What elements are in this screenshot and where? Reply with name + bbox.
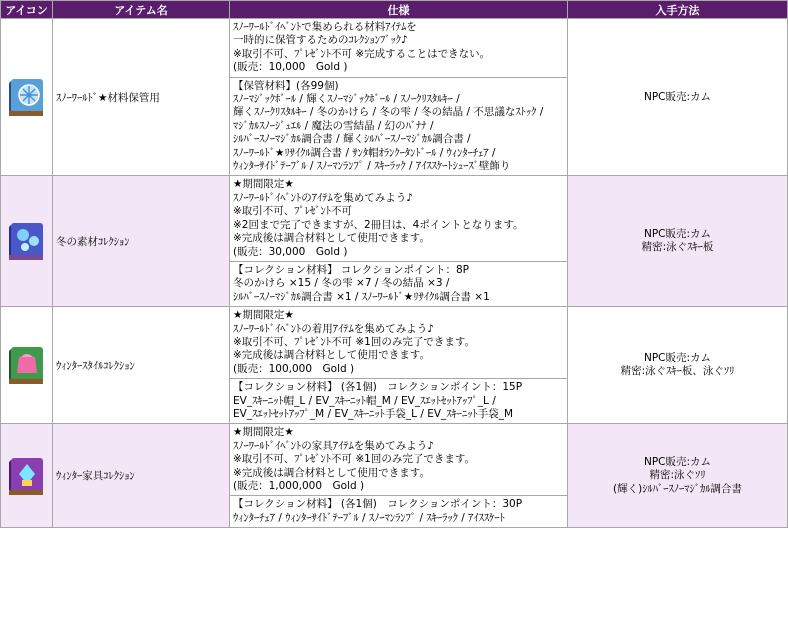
how-line: NPC販売:カム bbox=[643, 227, 712, 240]
item-icon-cell bbox=[1, 424, 53, 528]
how-line: NPC販売:カム bbox=[643, 90, 712, 103]
spec-line: EV_ｽｴｯﾄｾｯﾄｱｯﾌﾟ_M / EV_ｽｷｰﾆｯﾄ手袋_L / EV_ｽｷｰﾆｯﾄ手袋_M bbox=[233, 407, 514, 420]
spec-line: ※完成後は調合材料として使用できます。 bbox=[233, 466, 430, 479]
spec-line: (販売：10,000 Gold ) bbox=[233, 61, 348, 74]
item-icon-cell bbox=[1, 307, 53, 424]
item-how-to-get bbox=[568, 176, 788, 307]
item-spec-materials bbox=[230, 379, 568, 424]
item-spec-materials bbox=[230, 261, 568, 306]
item-how-to-get bbox=[568, 19, 788, 176]
spec-line: 輝くｽﾉｰｸﾘｽﾀﾙｷｰ / 冬のかけら / 冬の雫 / 冬の結晶 / 不思議なｽﾄｯｸ / bbox=[233, 106, 544, 119]
spec-line: ｽﾉｰﾜｰﾙﾄﾞｲﾍﾞﾝﾄで集められる材料ｱｲﾃﾑを bbox=[233, 21, 417, 33]
item-how-to-get bbox=[568, 424, 788, 528]
spec-line: 【コレクション材料】 コレクションポイント：8P bbox=[233, 263, 470, 276]
item-icon-cell bbox=[1, 176, 53, 307]
how-line: 精密:泳ぐｿﾘ bbox=[649, 469, 706, 482]
item-icon-cell bbox=[1, 19, 53, 176]
spec-line: ※取引不可、ﾌﾟﾚｾﾞﾝﾄ不可 bbox=[233, 205, 353, 218]
spec-line: ※2回まで完了できますが、2冊目は、4ポイントとなります。 bbox=[233, 218, 524, 231]
how-line: 精密:泳ぐｽｷｰ板 bbox=[641, 241, 714, 254]
item-name: ｳｨﾝﾀｰ家具ｺﾚｸｼｮﾝ bbox=[53, 424, 230, 528]
header-row bbox=[1, 1, 788, 19]
spec-line: 【保管材料】(各99個) bbox=[233, 79, 339, 92]
spec-line: 【コレクション材料】 (各1個) コレクションポイント：30P bbox=[233, 498, 523, 511]
spec-line: ｽﾉｰﾜｰﾙﾄﾞｲﾍﾞﾝﾄのｱｲﾃﾑを集めてみよう♪ bbox=[233, 191, 413, 204]
table-row bbox=[1, 176, 788, 261]
snow-book-icon bbox=[5, 75, 49, 119]
how-line: NPC販売:カム bbox=[643, 455, 712, 468]
spec-line: ★期間限定★ bbox=[233, 178, 294, 191]
spec-line: ｽﾉｰﾜｰﾙﾄﾞｲﾍﾞﾝﾄの家具ｱｲﾃﾑを集めてみよう♪ bbox=[233, 439, 434, 452]
spec-line: ｽﾉｰﾏｼﾞｯｸﾎﾞｰﾙ / 輝くｽﾉｰﾏｼﾞｯｸﾎﾞｰﾙ / ｽﾉｰｸﾘｽﾀﾙｷｰ / bbox=[233, 93, 460, 106]
header-icon: アイコン bbox=[1, 1, 53, 19]
table-row bbox=[1, 19, 788, 78]
winter-furniture-book-icon bbox=[5, 454, 49, 498]
spec-line: ｼﾙﾊﾞｰｽﾉｰﾏｼﾞｶﾙ調合書 ×1 / ｽﾉｰﾜｰﾙﾄﾞ★ﾘｻｲｸﾙ調合書 ×1 bbox=[233, 290, 490, 303]
spec-line: ※取引不可、ﾌﾟﾚｾﾞﾝﾄ不可 ※完成することはできない。 bbox=[233, 47, 491, 60]
how-line: (輝く)ｼﾙﾊﾞｰｽﾉｰﾏｼﾞｶﾙ調合書 bbox=[613, 482, 742, 495]
winter-material-book-icon bbox=[5, 219, 49, 263]
spec-line: 【コレクション材料】 (各1個) コレクションポイント：15P bbox=[233, 381, 523, 394]
spec-line: ｽﾉｰﾜｰﾙﾄﾞｲﾍﾞﾝﾄの着用ｱｲﾃﾑを集めてみよう♪ bbox=[233, 322, 434, 335]
spec-line: ★期間限定★ bbox=[233, 426, 294, 439]
spec-line: ｳｨﾝﾀｰﾁｪｱ / ｳｨﾝﾀｰｻｲﾄﾞﾃｰﾌﾞﾙ / ｽﾉｰﾏﾝﾗﾝﾌﾟ / ｽｷｰﾗｯｸ / ｱｲｽｽｹｰﾄ bbox=[233, 511, 505, 524]
spec-line: ｼﾙﾊﾞｰｽﾉｰﾏｼﾞｶﾙ調合書 / 輝くｼﾙﾊﾞｰｽﾉｰﾏｼﾞｶﾙ調合書 / bbox=[233, 133, 471, 146]
spec-line: ｽﾉｰﾜｰﾙﾄﾞ★ﾘｻｲｸﾙ調合書 / ｻﾝﾀ帽ｵﾗﾝｸｰﾀﾝﾄﾞｰﾙ / ｳｨﾝﾀｰﾁｪｱ / bbox=[233, 146, 496, 159]
spec-line: EV_ｽｷｰﾆｯﾄ帽_L / EV_ｽｷｰﾆｯﾄ帽_M / EV_ｽｴｯﾄｾｯﾄｱｯﾌﾟ_L / bbox=[233, 394, 496, 407]
item-spec-description bbox=[230, 19, 568, 78]
table-row bbox=[1, 307, 788, 379]
winter-style-book-icon bbox=[5, 343, 49, 387]
spec-line: ※取引不可、ﾌﾟﾚｾﾞﾝﾄ不可 ※1回のみ完了できます。 bbox=[233, 335, 476, 348]
item-how-to-get bbox=[568, 307, 788, 424]
spec-line: (販売：30,000 Gold ) bbox=[233, 245, 348, 258]
how-line: 精密:泳ぐｽｷｰ板、泳ぐｿﾘ bbox=[620, 365, 735, 378]
spec-line: ※取引不可、ﾌﾟﾚｾﾞﾝﾄ不可 ※1回のみ完了できます。 bbox=[233, 453, 476, 466]
header-how: 入手方法 bbox=[568, 1, 788, 19]
spec-line: ★期間限定★ bbox=[233, 309, 294, 322]
spec-line: ※完成後は調合材料として使用できます。 bbox=[233, 349, 430, 362]
item-name: 冬の素材ｺﾚｸｼｮﾝ bbox=[53, 176, 230, 307]
item-spec-description bbox=[230, 307, 568, 379]
spec-line: (販売：100,000 Gold ) bbox=[233, 362, 355, 375]
item-spec-description bbox=[230, 424, 568, 496]
spec-line: 冬のかけら ×15 / 冬の雫 ×7 / 冬の結晶 ×3 / bbox=[233, 277, 450, 290]
item-spec-materials bbox=[230, 496, 568, 528]
header-name: アイテム名 bbox=[53, 1, 230, 19]
spec-line: (販売：1,000,000 Gold ) bbox=[233, 480, 365, 492]
header-spec: 仕様 bbox=[230, 1, 568, 19]
item-name: ｳｨﾝﾀｰｽﾀｲﾙｺﾚｸｼｮﾝ bbox=[53, 307, 230, 424]
table-row bbox=[1, 424, 788, 496]
item-spec-description bbox=[230, 176, 568, 261]
spec-line: ※完成後は調合材料として使用できます。 bbox=[233, 232, 430, 245]
item-name: ｽﾉｰﾜｰﾙﾄﾞ★材料保管用 bbox=[53, 19, 230, 176]
spec-line: ｳｨﾝﾀｰｻｲﾄﾞﾃｰﾌﾞﾙ / ｽﾉｰﾏﾝﾗﾝﾌﾟ / ｽｷｰﾗｯｸ / ｱｲｽｽｹｰﾄｼｭｰｽﾞ壁飾り bbox=[233, 160, 511, 173]
spec-line: ﾏｼﾞｶﾙｽﾉｰｼﾞｭｴﾙ / 魔法の雪結晶 / 幻のﾊﾞﾅﾅ / bbox=[233, 119, 434, 132]
item-spec-materials bbox=[230, 77, 568, 176]
how-line: NPC販売:カム bbox=[643, 351, 712, 364]
spec-line: 一時的に保管するためのｺﾚｸｼｮﾝﾌﾞｯｸ♪ bbox=[233, 34, 408, 47]
